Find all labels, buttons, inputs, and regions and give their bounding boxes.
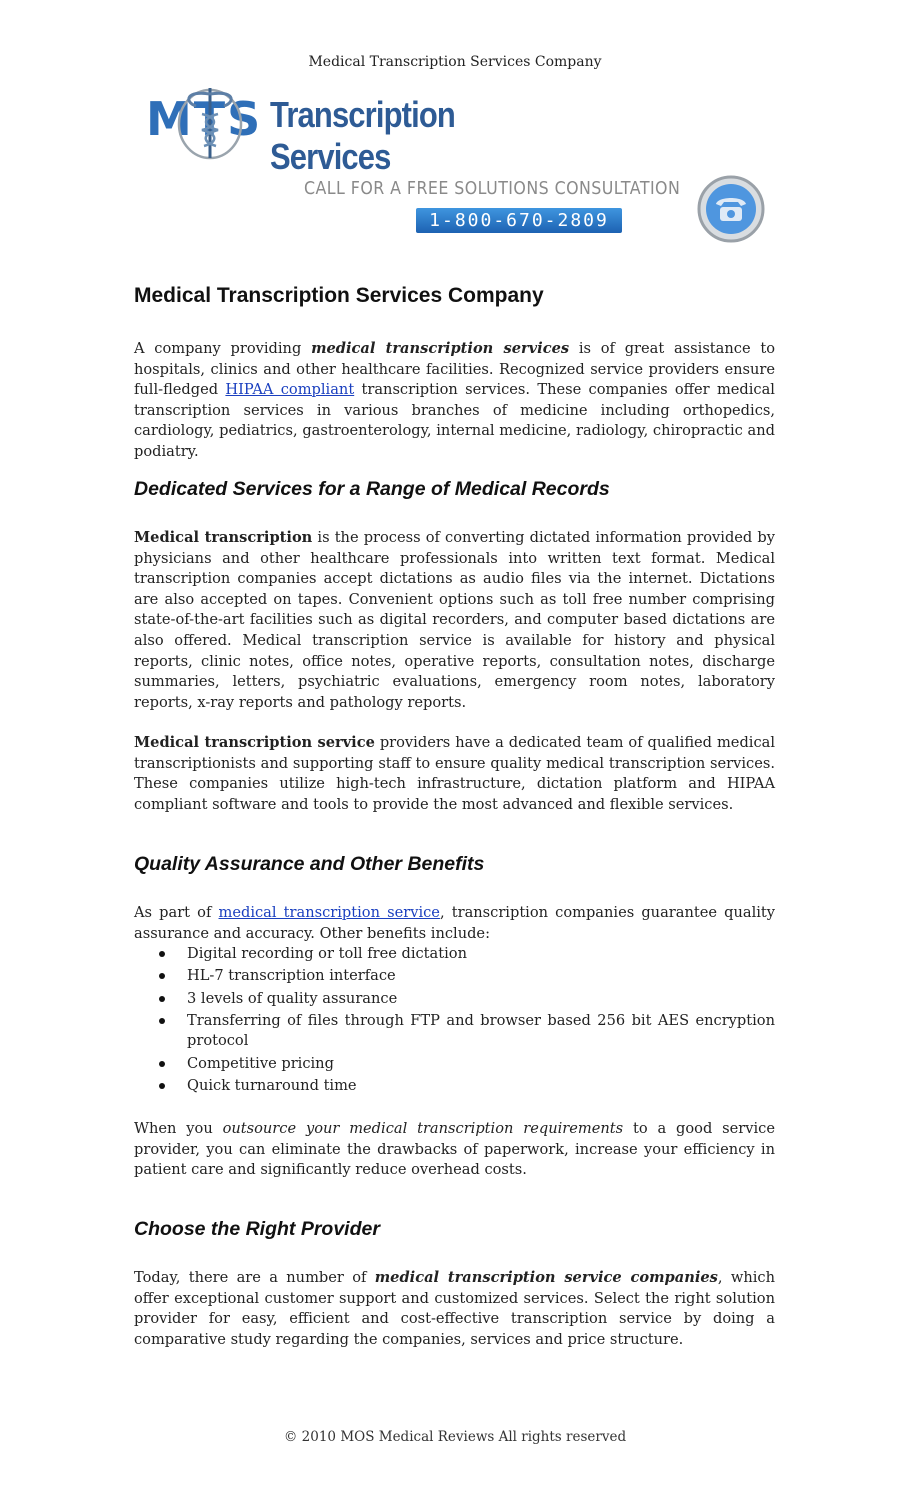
list-item: HL-7 transcription interface <box>134 966 775 987</box>
medical-transcription-service-link[interactable]: medical transcription service <box>218 904 440 921</box>
term-service-companies: medical transcription service companies <box>374 1269 718 1286</box>
list-item: Competitive pricing <box>134 1054 775 1075</box>
section2-content: As part of medical transcription service, transcription companies guarantee quality assurance and accuracy. Other benefits include: Digital recording or toll free dictation HL-7 transcription interface 3 levels of quality assurance Transferring of files through FTP and browser based 256 bit AES encryption protocol Competitive pricing Quick turnaround time <box>134 903 775 1098</box>
section-heading-dedicated: Dedicated Services for a Range of Medical Records <box>134 478 610 500</box>
phone-number[interactable]: 1-800-670-2809 <box>416 208 622 233</box>
caduceus-icon <box>176 80 244 160</box>
section3-paragraph: Today, there are a number of medical transcription service companies, which offer exceptional customer support and customized services. Select the right solution provider for easy, efficient and cost-effective transcription service by doing a comparative study regarding the companies, services and price structure. <box>134 1269 775 1348</box>
copyright-footer: © 2010 MOS Medical Reviews All rights reserved <box>283 1429 627 1445</box>
consultation-text: CALL FOR A FREE SOLUTIONS CONSULTATION <box>304 178 681 199</box>
page-title: Medical Transcription Services Company <box>134 284 544 307</box>
list-item: Transferring of files through FTP and browser based 256 bit AES encryption protocol <box>134 1011 775 1052</box>
logo-initials: MTS <box>146 92 263 146</box>
list-item: Digital recording or toll free dictation <box>134 944 775 965</box>
benefits-list <box>134 944 775 1096</box>
page-header: Medical Transcription Services Company <box>308 54 602 70</box>
section-heading-choose: Choose the Right Provider <box>134 1218 380 1240</box>
term-medical-transcription-service: Medical transcription service <box>134 734 375 751</box>
section2-paragraph-2: When you outsource your medical transcription requirements to a good service provider, you can eliminate the drawbacks of paperwork, increase your efficiency in patient care and significantly reduce overhead costs. <box>134 1120 775 1179</box>
company-logo <box>142 78 582 177</box>
list-item: Quick turnaround time <box>134 1076 775 1097</box>
section1-paragraph-1: Medical transcription is the process of converting dictated information provided by physicians and other healthcare professionals into written text format. Medical transcription companies accept dictations as audio files via the internet. Dictations are also accepted on tapes. Convenient options such as toll free number comprising state-of-the-art facilities such as digital recorders, and computer based dictations are also offered. Medical transcription service is available for history and physical reports, clinic notes, office notes, operative reports, consultation notes, discharge summaries, letters, psychiatric evaluations, emergency room notes, laboratory reports, x-ray reports and pathology reports. <box>134 529 775 711</box>
outsource-phrase: outsource your medical transcription requirements <box>222 1120 624 1137</box>
section-heading-quality: Quality Assurance and Other Benefits <box>134 853 485 875</box>
intro-paragraph: A company providing medical transcription services is of great assistance to hospitals, clinics and other healthcare facilities. Recognized service providers ensure full-fledged HIPAA compliant transcription services. These companies offer medical transcription services in various branches of medicine including orthopedics, cardiology, pediatrics, gastroenterology, internal medicine, radiology, chiropractic and podiatry. <box>134 340 775 460</box>
intro-bold-term: medical transcription services <box>311 340 570 357</box>
hipaa-compliant-link[interactable]: HIPAA compliant <box>225 381 355 399</box>
term-medical-transcription: Medical transcription <box>134 529 313 546</box>
section1-paragraph-2: Medical transcription service providers have a dedicated team of qualified medical transcriptionists and supporting staff to ensure quality medical transcription services. These companies utilize high-tech infrastructure, dictation platform and HIPAA compliant software and tools to provide the most advanced and flexible services. <box>134 734 775 813</box>
logo-brand-text: Transcription Services <box>270 94 455 177</box>
consultation-banner[interactable] <box>304 178 694 238</box>
list-item: 3 levels of quality assurance <box>134 989 775 1010</box>
telephone-icon <box>696 174 766 244</box>
